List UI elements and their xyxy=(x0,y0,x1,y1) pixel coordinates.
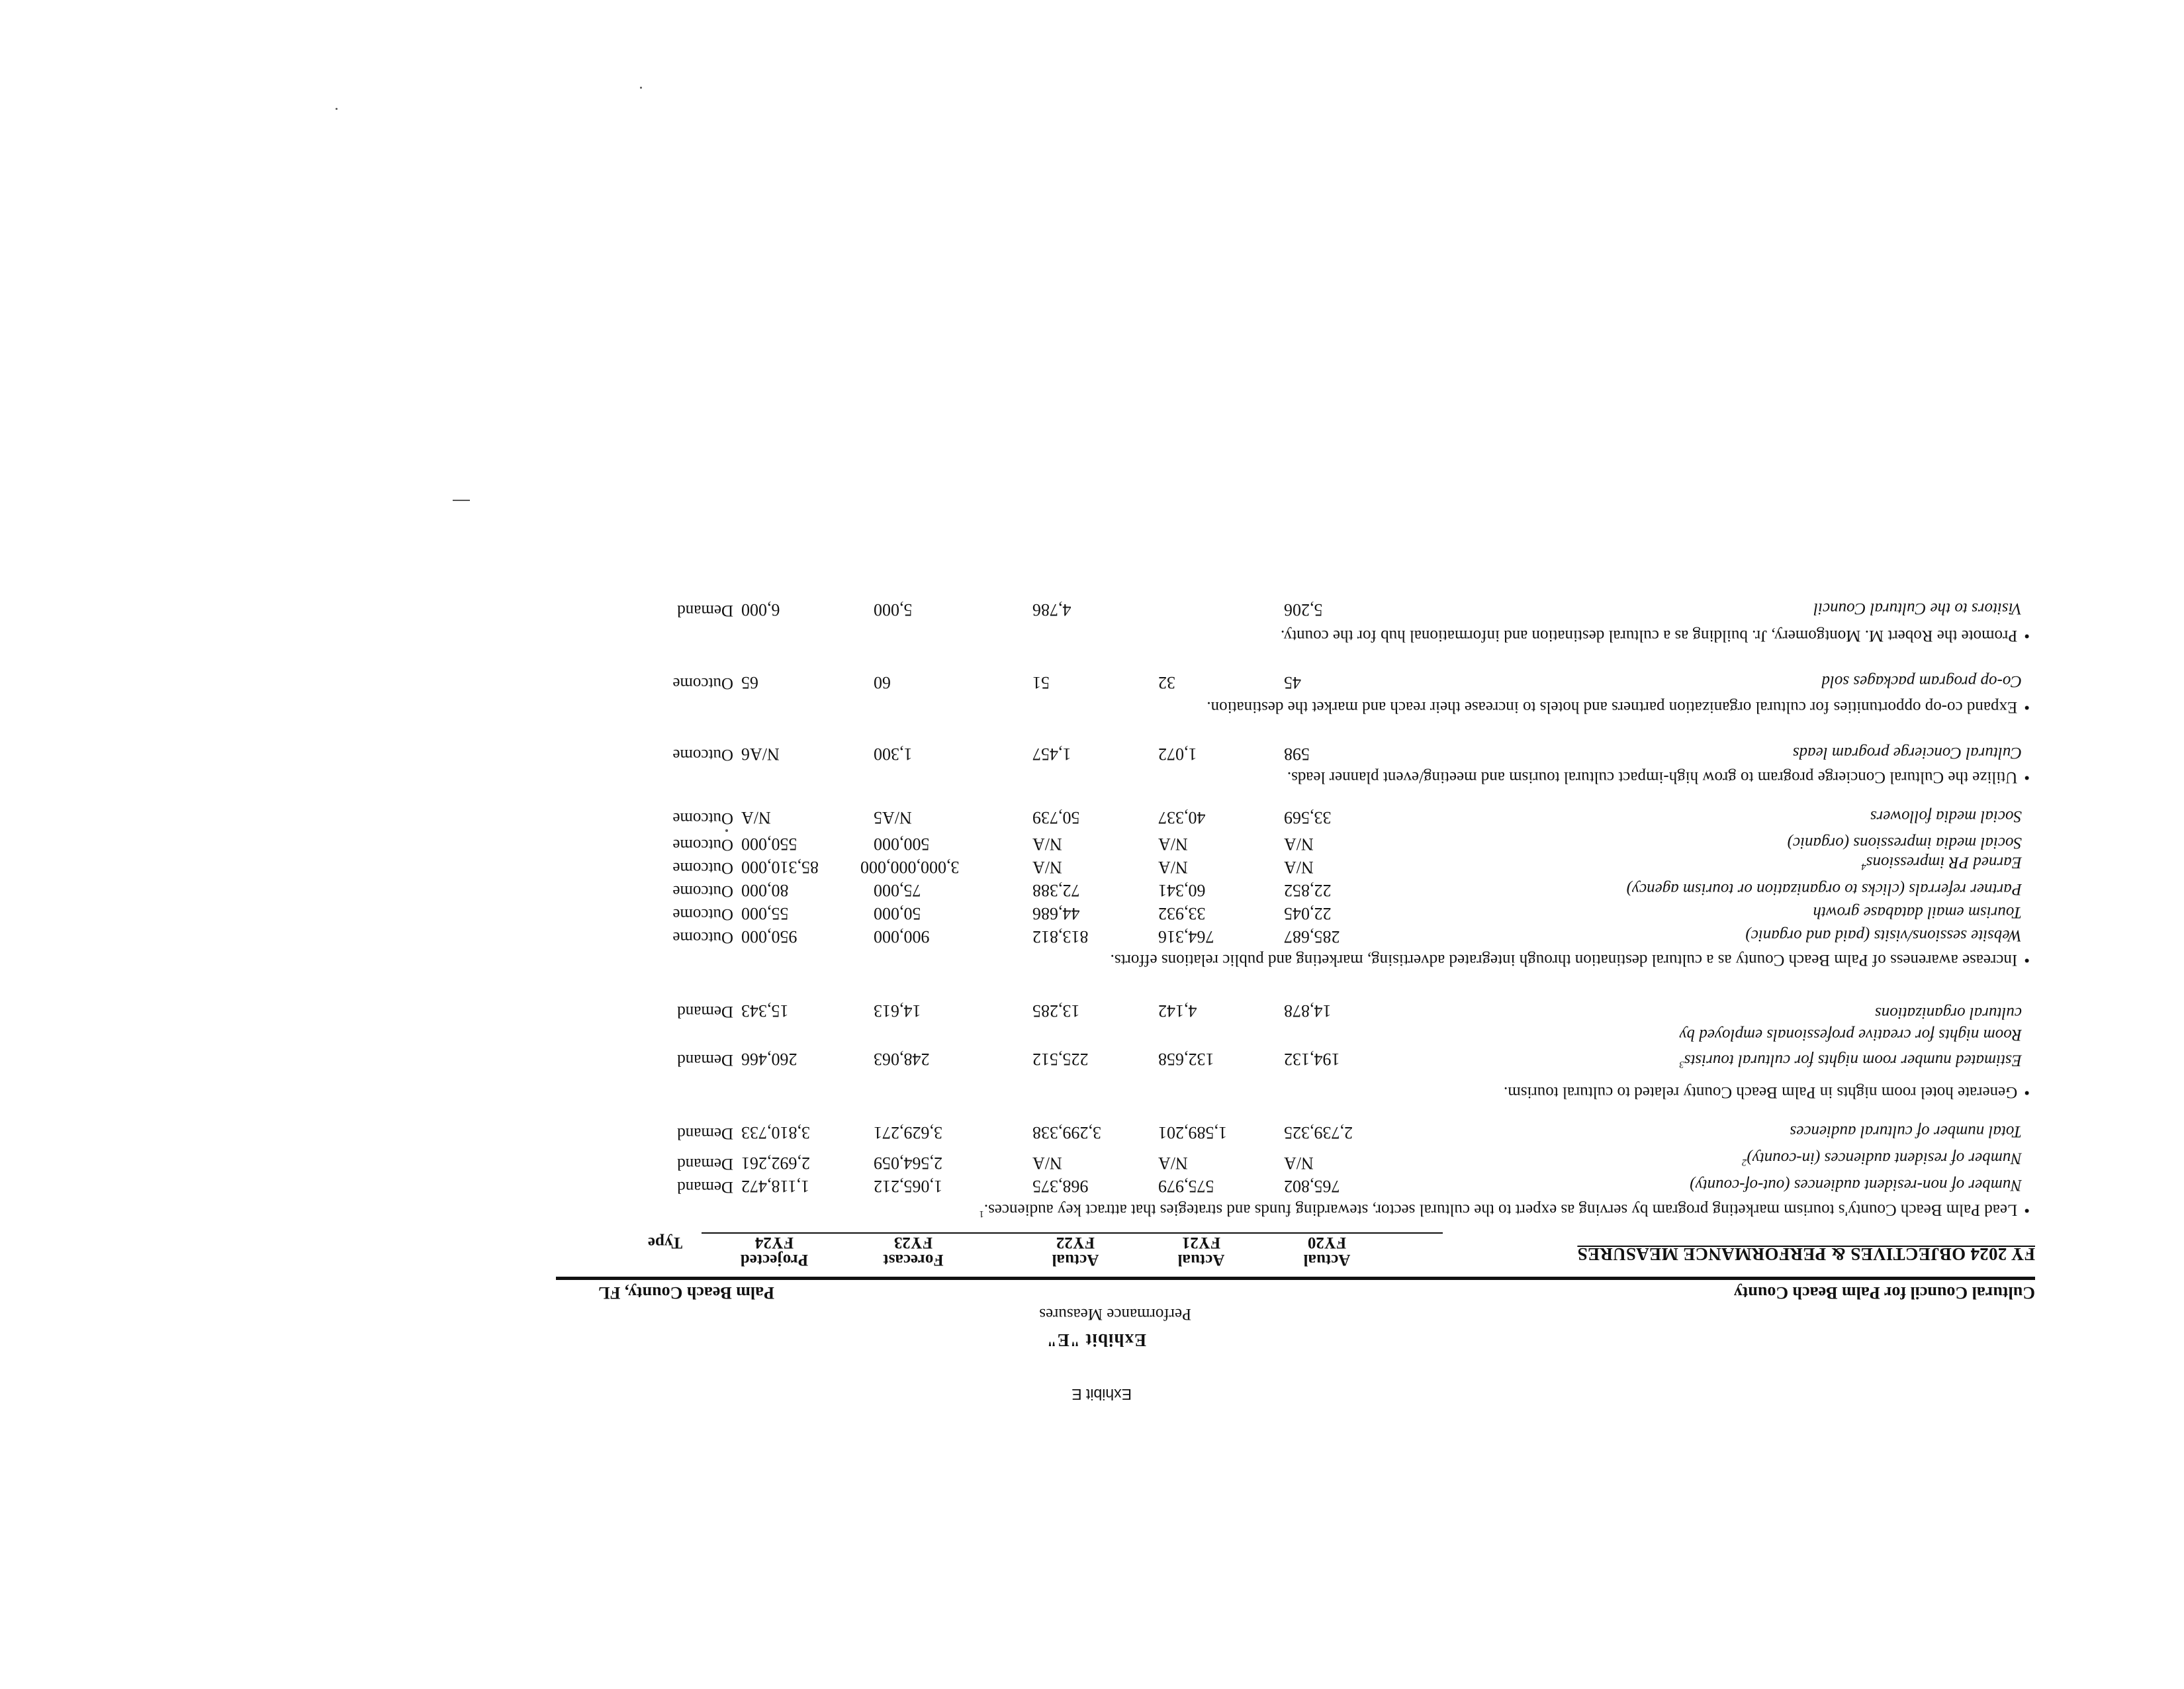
value-fy23: 2,564,059 xyxy=(874,1154,942,1173)
header-rule xyxy=(556,1277,2035,1280)
value-fy24: N/A6 xyxy=(741,745,780,764)
value-fy24: 85,310,000 xyxy=(741,858,819,877)
measure-type: Outcome xyxy=(672,674,733,692)
value-fy24: 2,692,261 xyxy=(741,1154,810,1173)
value-fy20: 285,687 xyxy=(1284,927,1340,946)
value-fy23: 1,065,212 xyxy=(874,1177,942,1196)
value-fy24: 3,810,733 xyxy=(741,1123,810,1142)
column-header-fy21: Actual FY21 xyxy=(1177,1234,1225,1269)
measure-type: Outcome xyxy=(672,859,733,877)
measure-label: Room nights for creative professionals employed by cultural organizations xyxy=(1679,1004,2022,1044)
measure-label: Partner referrals (clicks to organization or tourism agency) xyxy=(1626,880,2022,898)
measure-type: Outcome xyxy=(672,929,733,946)
value-fy20: N/A xyxy=(1284,835,1314,854)
value-fy21: 132,658 xyxy=(1158,1050,1214,1069)
value-fy23: 60 xyxy=(874,673,891,692)
value-fy23: 900,000 xyxy=(874,927,930,946)
measure-type: Outcome xyxy=(672,809,733,827)
value-fy24: 950,000 xyxy=(741,927,797,946)
header-underline xyxy=(702,1232,1443,1234)
objective-3: •Increase awareness of Palm Beach County as a cultural destination through integrated advertising, marketing and public relations efforts. xyxy=(1110,951,2030,969)
column-header-fy24: Projected FY24 xyxy=(740,1234,809,1269)
value-fy21: 764,316 xyxy=(1158,927,1214,946)
value-fy21: 1,589,201 xyxy=(1158,1123,1227,1142)
measure-label: Earned PR impressions$^4$ xyxy=(1861,853,2022,872)
value-fy21: N/A xyxy=(1158,1154,1188,1173)
value-fy21: N/A xyxy=(1158,835,1188,854)
value-fy23: 248,063 xyxy=(874,1050,930,1069)
value-fy20: 2,739,325 xyxy=(1284,1123,1353,1142)
objective-4: •Utilize the Cultural Concierge program to grow high-impact cultural tourism and meeting/event planner leads. xyxy=(1287,768,2030,786)
value-fy20: N/A xyxy=(1284,1154,1314,1173)
value-fy20: 33,569 xyxy=(1284,808,1332,827)
value-fy21: 40,337 xyxy=(1158,808,1206,827)
value-fy24: 1,118,472 xyxy=(741,1177,810,1196)
column-header-type: Type xyxy=(647,1234,683,1252)
value-fy23: 75,000 xyxy=(874,881,921,900)
measure-type: Outcome xyxy=(672,882,733,900)
value-fy22: 225,512 xyxy=(1032,1050,1089,1069)
value-fy22: N/A xyxy=(1032,858,1062,877)
measure-label: Social media followers xyxy=(1870,807,2022,825)
value-fy24: 55,000 xyxy=(741,904,789,923)
value-fy20: 194,132 xyxy=(1284,1050,1340,1069)
value-fy23: 50,000 xyxy=(874,904,921,923)
measure-type: Demand xyxy=(677,602,733,619)
value-fy23: 500,000 xyxy=(874,835,930,854)
value-fy22: 3,299,338 xyxy=(1032,1123,1101,1142)
value-fy22: N/A xyxy=(1032,1154,1062,1173)
value-fy22: 968,375 xyxy=(1032,1177,1089,1196)
value-fy24: 260,466 xyxy=(741,1050,797,1069)
value-fy24: 6,000 xyxy=(741,600,780,619)
value-fy23: 3,000,000,000 xyxy=(860,858,960,877)
objective-2: •Generate hotel room nights in Palm Beach County related to cultural tourism. xyxy=(1504,1083,2030,1101)
measure-type: Outcome xyxy=(672,836,733,854)
column-header-fy22: Actual FY22 xyxy=(1052,1234,1099,1269)
objective-5: •Expand co-op opportunities for cultural organization partners and hotels to increase their reach and market the destination. xyxy=(1206,698,2030,716)
value-fy24: 80,000 xyxy=(741,881,789,900)
measure-label: Estimated number room nights for cultural tourists$^3$ xyxy=(1679,1051,2022,1070)
measure-label: Number of non-resident audiences (out-of-county) xyxy=(1690,1176,2022,1194)
measure-type: Demand xyxy=(677,1003,733,1021)
value-fy22: 4,786 xyxy=(1032,600,1071,619)
value-fy22: 50,739 xyxy=(1032,808,1080,827)
exhibit-title: Exhibit "E" xyxy=(1046,1330,1146,1350)
value-fy22: 1,457 xyxy=(1032,745,1071,764)
value-fy21: N/A xyxy=(1158,858,1188,877)
value-fy21: 4,142 xyxy=(1158,1001,1197,1021)
value-fy21: 33,932 xyxy=(1158,904,1206,923)
value-fy23: 3,629,271 xyxy=(874,1123,942,1142)
value-fy22: 51 xyxy=(1032,673,1050,692)
value-fy22: N/A xyxy=(1032,835,1062,854)
value-fy20: 5,206 xyxy=(1284,600,1323,619)
value-fy20: 22,852 xyxy=(1284,881,1332,900)
measure-label: Number of resident audiences (in-county)$^2$ xyxy=(1741,1149,2022,1167)
scan-speck xyxy=(725,829,728,832)
value-fy20: N/A xyxy=(1284,858,1314,877)
value-fy21: 60,341 xyxy=(1158,881,1206,900)
scan-speck xyxy=(453,500,470,501)
scan-speck xyxy=(640,87,642,89)
measure-label: Visitors to the Cultural Council xyxy=(1813,600,2022,617)
measure-label: Social media impressions (organic) xyxy=(1787,834,2022,852)
value-fy24: 15,343 xyxy=(741,1001,789,1021)
column-header-fy20: Actual FY20 xyxy=(1303,1234,1351,1269)
objective-1: •Lead Palm Beach County's tourism marketing program by serving as expert to the cultural sector, stewarding funds and strategies that attract key audiences.$^1$ xyxy=(979,1201,2030,1219)
measure-type: Outcome xyxy=(672,905,733,923)
objective-6: •Promote the Robert M. Montgomery, Jr. building as a cultural destination and informational hub for the county. xyxy=(1281,627,2030,645)
value-fy20: 45 xyxy=(1284,673,1301,692)
value-fy22: 72,388 xyxy=(1032,881,1080,900)
value-fy22: 44,686 xyxy=(1032,904,1080,923)
page-subtitle: Performance Measures xyxy=(1039,1305,1191,1323)
value-fy21: 32 xyxy=(1158,673,1175,692)
scan-speck xyxy=(336,108,338,110)
measure-label: Total number of cultural audiences xyxy=(1790,1122,2022,1140)
exhibit-label: Exhibit E xyxy=(1071,1386,1132,1403)
value-fy23: 1,300 xyxy=(874,745,913,764)
measure-label: Cultural Concierge program leads xyxy=(1792,744,2022,762)
value-fy24: 550,000 xyxy=(741,835,797,854)
value-fy23: 14,613 xyxy=(874,1001,921,1021)
measure-type: Demand xyxy=(677,1124,733,1142)
value-fy20: 22,045 xyxy=(1284,904,1332,923)
value-fy22: 813,812 xyxy=(1032,927,1089,946)
measure-label: Tourism email database growth xyxy=(1813,903,2022,921)
value-fy24: N/A xyxy=(741,808,771,827)
value-fy20: 598 xyxy=(1284,745,1310,764)
org-name-left: Cultural Council for Palm Beach County xyxy=(1733,1283,2035,1302)
column-header-fy23: Forecast FY23 xyxy=(883,1234,944,1269)
value-fy23: 5,000 xyxy=(874,600,913,619)
measure-type: Demand xyxy=(677,1051,733,1069)
value-fy24: 65 xyxy=(741,673,758,692)
value-fy21: 575,979 xyxy=(1158,1177,1214,1196)
table-title: FY 2024 OBJECTIVES & PERFORMANCE MEASURES xyxy=(1577,1244,2035,1264)
value-fy22: 13,285 xyxy=(1032,1001,1080,1021)
value-fy21: 1,072 xyxy=(1158,745,1197,764)
org-name-right: Palm Beach County, FL xyxy=(598,1283,774,1302)
measure-label: Co-op program packages sold xyxy=(1821,672,2022,690)
value-fy23: N/A5 xyxy=(874,808,912,827)
value-fy20: 765,802 xyxy=(1284,1177,1340,1196)
measure-type: Outcome xyxy=(672,746,733,764)
measure-label: Website sessions/visits (paid and organic) xyxy=(1745,927,2022,944)
measure-type: Demand xyxy=(677,1178,733,1196)
measure-type: Demand xyxy=(677,1155,733,1173)
value-fy20: 14,878 xyxy=(1284,1001,1332,1021)
